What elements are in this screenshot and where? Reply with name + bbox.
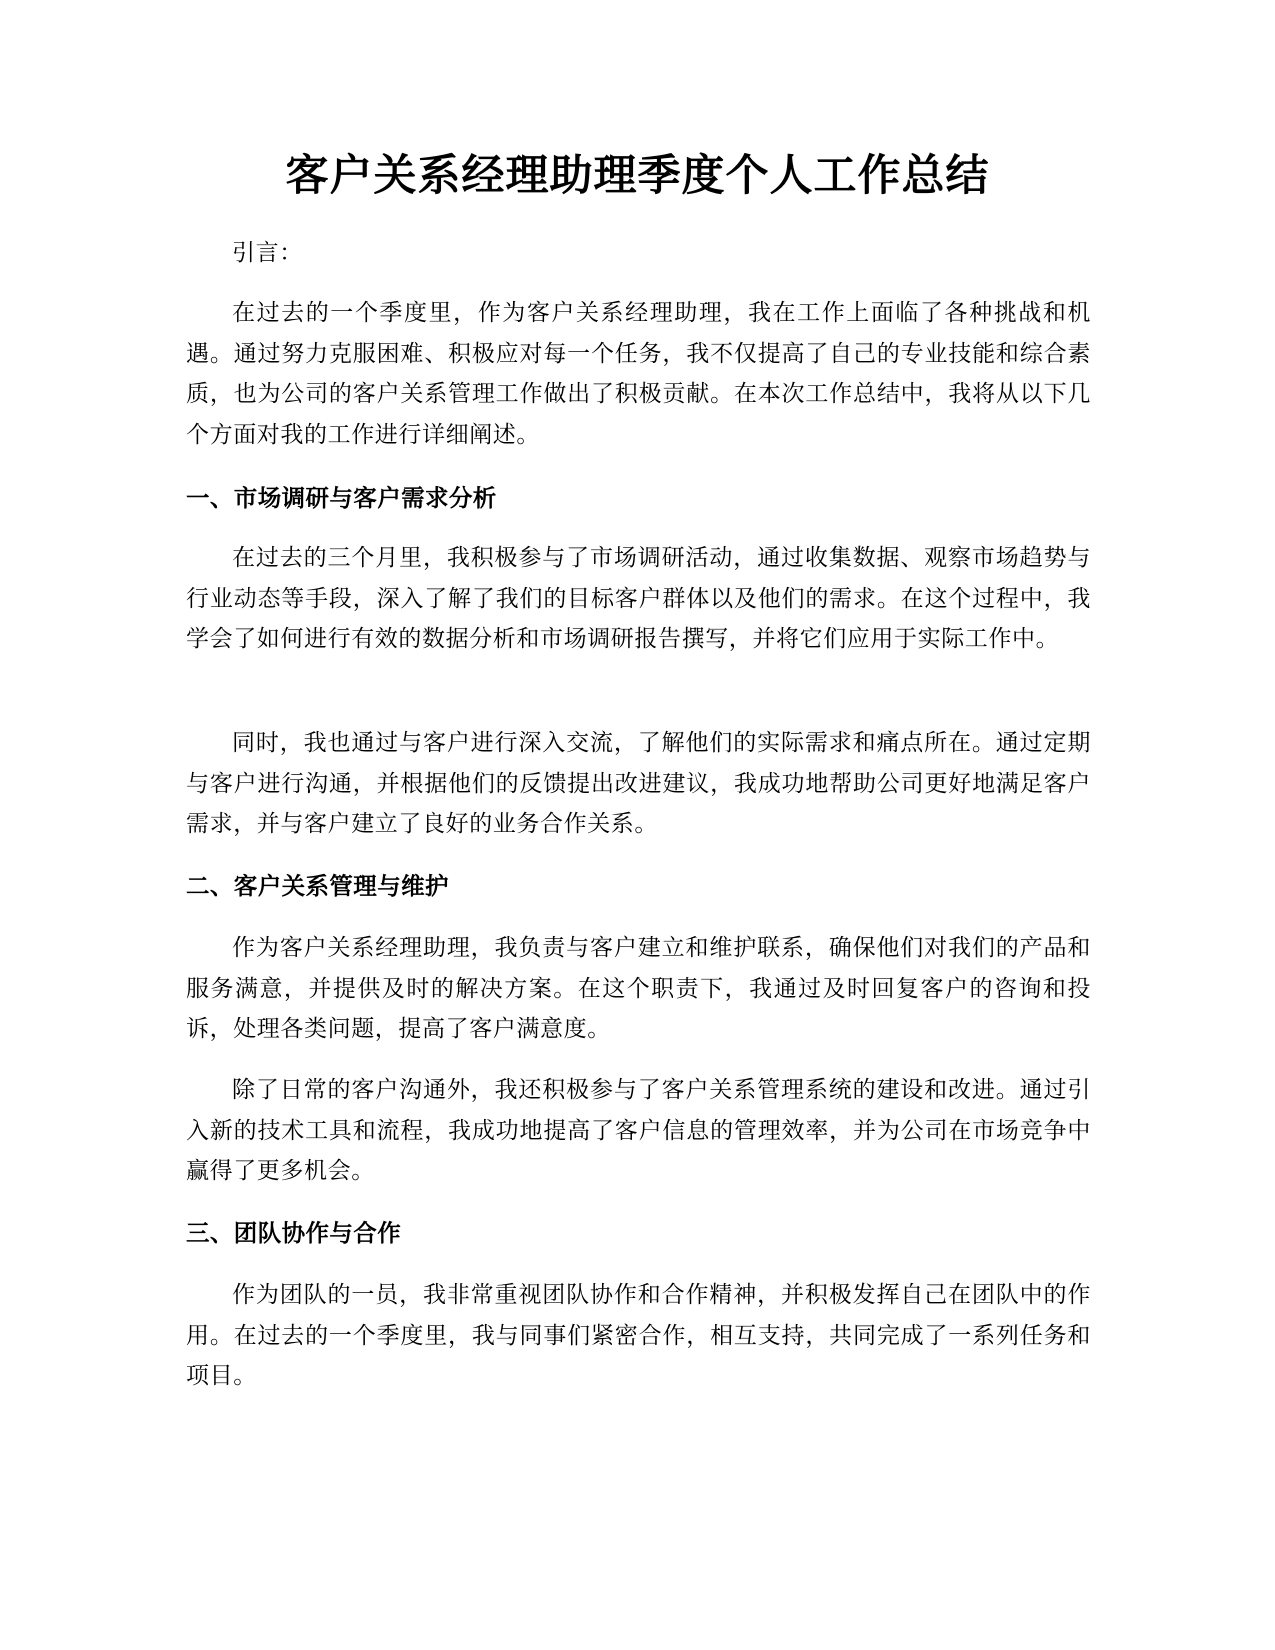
section-1-paragraph-2: 同时，我也通过与客户进行深入交流，了解他们的实际需求和痛点所在。通过定期与客户进行沟通，并根据他们的反馈提出改进建议，我成功地帮助公司更好地满足客户需求，并与客户建立了良好的业务合作关系。 — [186, 730, 1091, 837]
section-2-paragraph-2: 除了日常的客户沟通外，我还积极参与了客户关系管理系统的建设和改进。通过引入新的技术工具和流程，我成功地提高了客户信息的管理效率，并为公司在市场竞争中赢得了更多机会。 — [186, 1077, 1091, 1184]
section-heading-1: 一、市场调研与客户需求分析 — [186, 484, 497, 512]
section-1-paragraph-1: 在过去的三个月里，我积极参与了市场调研活动，通过收集数据、观察市场趋势与行业动态等手段，深入了解了我们的目标客户群体以及他们的需求。在这个过程中，我学会了如何进行有效的数据分析和市场调研报告撰写，并将它们应用于实际工作中。 — [186, 545, 1091, 652]
section-3-paragraph-1: 作为团队的一员，我非常重视团队协作和合作精神，并积极发挥自己在团队中的作用。在过去的一个季度里，我与同事们紧密合作，相互支持，共同完成了一系列任务和项目。 — [186, 1282, 1091, 1389]
intro-paragraph: 在过去的一个季度里，作为客户关系经理助理，我在工作上面临了各种挑战和机遇。通过努力克服困难、积极应对每一个任务，我不仅提高了自己的专业技能和综合素质，也为公司的客户关系管理工作做出了积极贡献。在本次工作总结中，我将从以下几个方面对我的工作进行详细阐述。 — [186, 300, 1091, 448]
section-heading-2: 二、客户关系管理与维护 — [186, 872, 449, 900]
page-title: 客户关系经理助理季度个人工作总结 — [285, 151, 990, 201]
intro-label: 引言： — [232, 240, 303, 266]
section-heading-3: 三、团队协作与合作 — [186, 1219, 402, 1247]
section-2-paragraph-1: 作为客户关系经理助理，我负责与客户建立和维护联系，确保他们对我们的产品和服务满意，并提供及时的解决方案。在这个职责下，我通过及时回复客户的咨询和投诉，处理各类问题，提高了客户满意度。 — [186, 935, 1091, 1042]
